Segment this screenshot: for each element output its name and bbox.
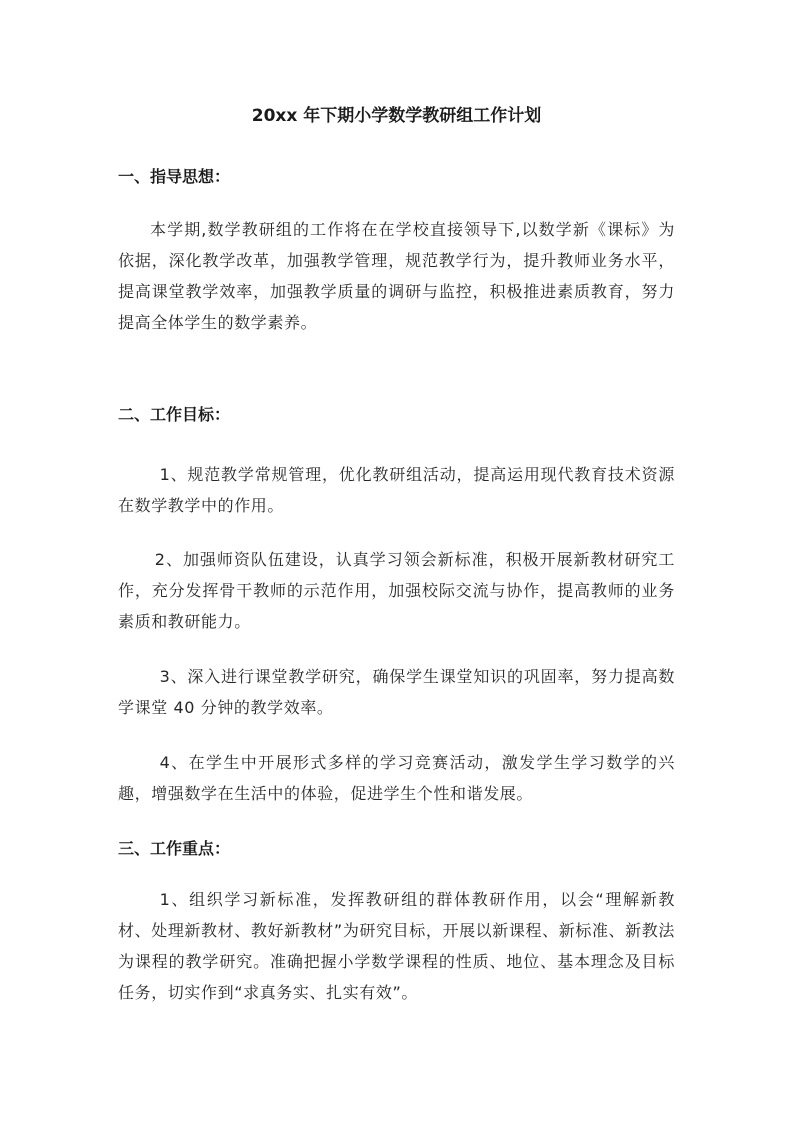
section-heading-guiding-ideology: 一、指导思想：: [118, 167, 231, 186]
paragraph-goal-4: 4、在学生中开展形式多样的学习竞赛活动，激发学生学习数学的兴趣，增强数学在生活中的体验，促进学生个性和谐发展。: [118, 753, 675, 803]
paragraph-goal-1: 1、规范教学常规管理，优化教研组活动，提高运用现代教育技术资源在数学教学中的作用。: [118, 465, 675, 515]
paragraph-goal-2: 2、加强师资队伍建设，认真学习领会新标准，积极开展新教材研究工作，充分发挥骨干教师的示范作用，加强校际交流与协作，提高教师的业务素质和教研能力。: [118, 550, 675, 631]
paragraph-focus-1: 1、组织学习新标准，发挥教研组的群体教研作用，以会“理解新教材、处理新教材、教好新教材”为研究目标，开展以新课程、新标准、新教法为课程的教学研究。准确把握小学数学课程的性质、地位、基本理念及目标任务，切实作到“求真务实、扎实有效”。: [118, 890, 675, 1002]
paragraph-guiding-ideology: 本学期,数学教研组的工作将在在学校直接领导下,以数学新《课标》为依据，深化教学改革，加强教学管理，规范教学行为，提升教师业务水平，提高课堂教学效率，加强教学质量的调研与监控，积极推进素质教育，努力提高全体学生的数学素养。: [118, 220, 675, 332]
paragraph-goal-3: 3、深入进行课堂教学研究，确保学生课堂知识的巩固率，努力提高数学课堂 40 分钟的教学效率。: [118, 667, 675, 717]
page-title: 20xx 年下期小学数学教研组工作计划: [251, 106, 542, 126]
section-heading-work-goals: 二、工作目标：: [118, 405, 231, 424]
section-heading-work-focus: 三、工作重点：: [118, 839, 231, 858]
